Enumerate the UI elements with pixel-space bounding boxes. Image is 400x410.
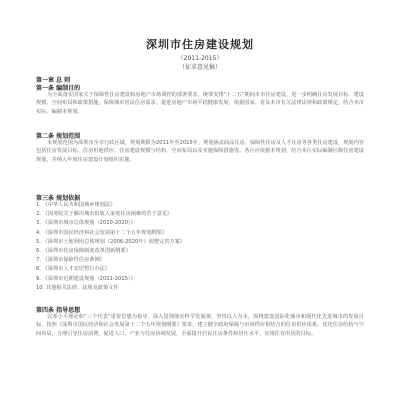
- list-item: 9. 《深圳市近期建设规划（2011-2015）》: [36, 275, 136, 282]
- article-1-heading: 第一条 编制目的: [36, 85, 81, 92]
- article-1-body: 为全面落实国家关于保障性住房建设和房地产市场调控的部署要求，统筹安排“十二五”期间本市住房建设，进一步明确住房发展目标、建设规模、空间布局和政策措施，保障城市居民住房需求，促进房地产市场平稳健康发展，依据国家、省及本市有关法律法规和政策规定，结合本市实际，编制本规划。: [36, 92, 364, 115]
- list-item: 3. 《深圳市城市总体规划（2010-2020）》: [36, 220, 136, 227]
- article-4-heading: 第四条 指导思想: [36, 307, 81, 314]
- article-3-heading: 第三条 规划依据: [36, 195, 81, 202]
- document-title: 深圳市住房建设规划: [146, 38, 254, 51]
- list-item: 5. 《深圳市土地利用总体规划（2006-2020年）调整完善方案》: [36, 238, 185, 245]
- article-2-heading: 第二条 规划范围: [36, 133, 81, 140]
- list-item: 8. 《深圳市人才安居暂行办法》: [36, 266, 111, 273]
- article-2-body: 本规划范围为深圳市全市行政区域，规划期限为2011年至2015年。规划涵盖商品住房、保障性住房及人才住房等各类住房建设，规划内容包括住房发展目标、住房用地供应、住房建设规模与结构、空间布局以及实施保障措施等。各区应依据本规划，结合本区实际编制区级住房建设规划，并纳入年度住房建设计划组织实施。: [36, 140, 364, 163]
- list-item: 6. 《深圳市住房保障制度改革创新纲要》: [36, 248, 131, 255]
- article-4-body: 以邓小平理论和“三个代表”重要思想为指导，深入贯彻落实科学发展观，坚持以人为本，围绕建设国际化城市和现代化先进城市的发展目标，按照《深圳市国民经济和社会发展第十二个五年规划纲要》要求，建立健全政府保障与市场供应相结合的住房供应体系，优化住房结构与空间布局，合理引导住房消费，促进人口、产业与住房协调发展，全面提升居民住房条件和居住水平，实现住有所居的目标。: [36, 314, 364, 337]
- basis-list: [36, 201, 364, 293]
- draft-note: （征求意见稿）: [178, 64, 221, 71]
- document-years: （2011-2015）: [177, 55, 223, 62]
- list-item: 4. 《深圳市国民经济和社会发展第十二个五年规划纲要》: [36, 229, 168, 236]
- list-item: 1. 《中华人民共和国城乡规划法》: [36, 202, 116, 208]
- list-item: 10. 其他相关法律、法规及政策文件: [36, 284, 119, 291]
- chapter-heading: 第一章 总 则: [36, 77, 71, 84]
- list-item: 2. 《国务院关于解决城市低收入家庭住房困难的若干意见》: [36, 211, 173, 218]
- list-item: 7. 《深圳市保障性住房条例》: [36, 257, 105, 264]
